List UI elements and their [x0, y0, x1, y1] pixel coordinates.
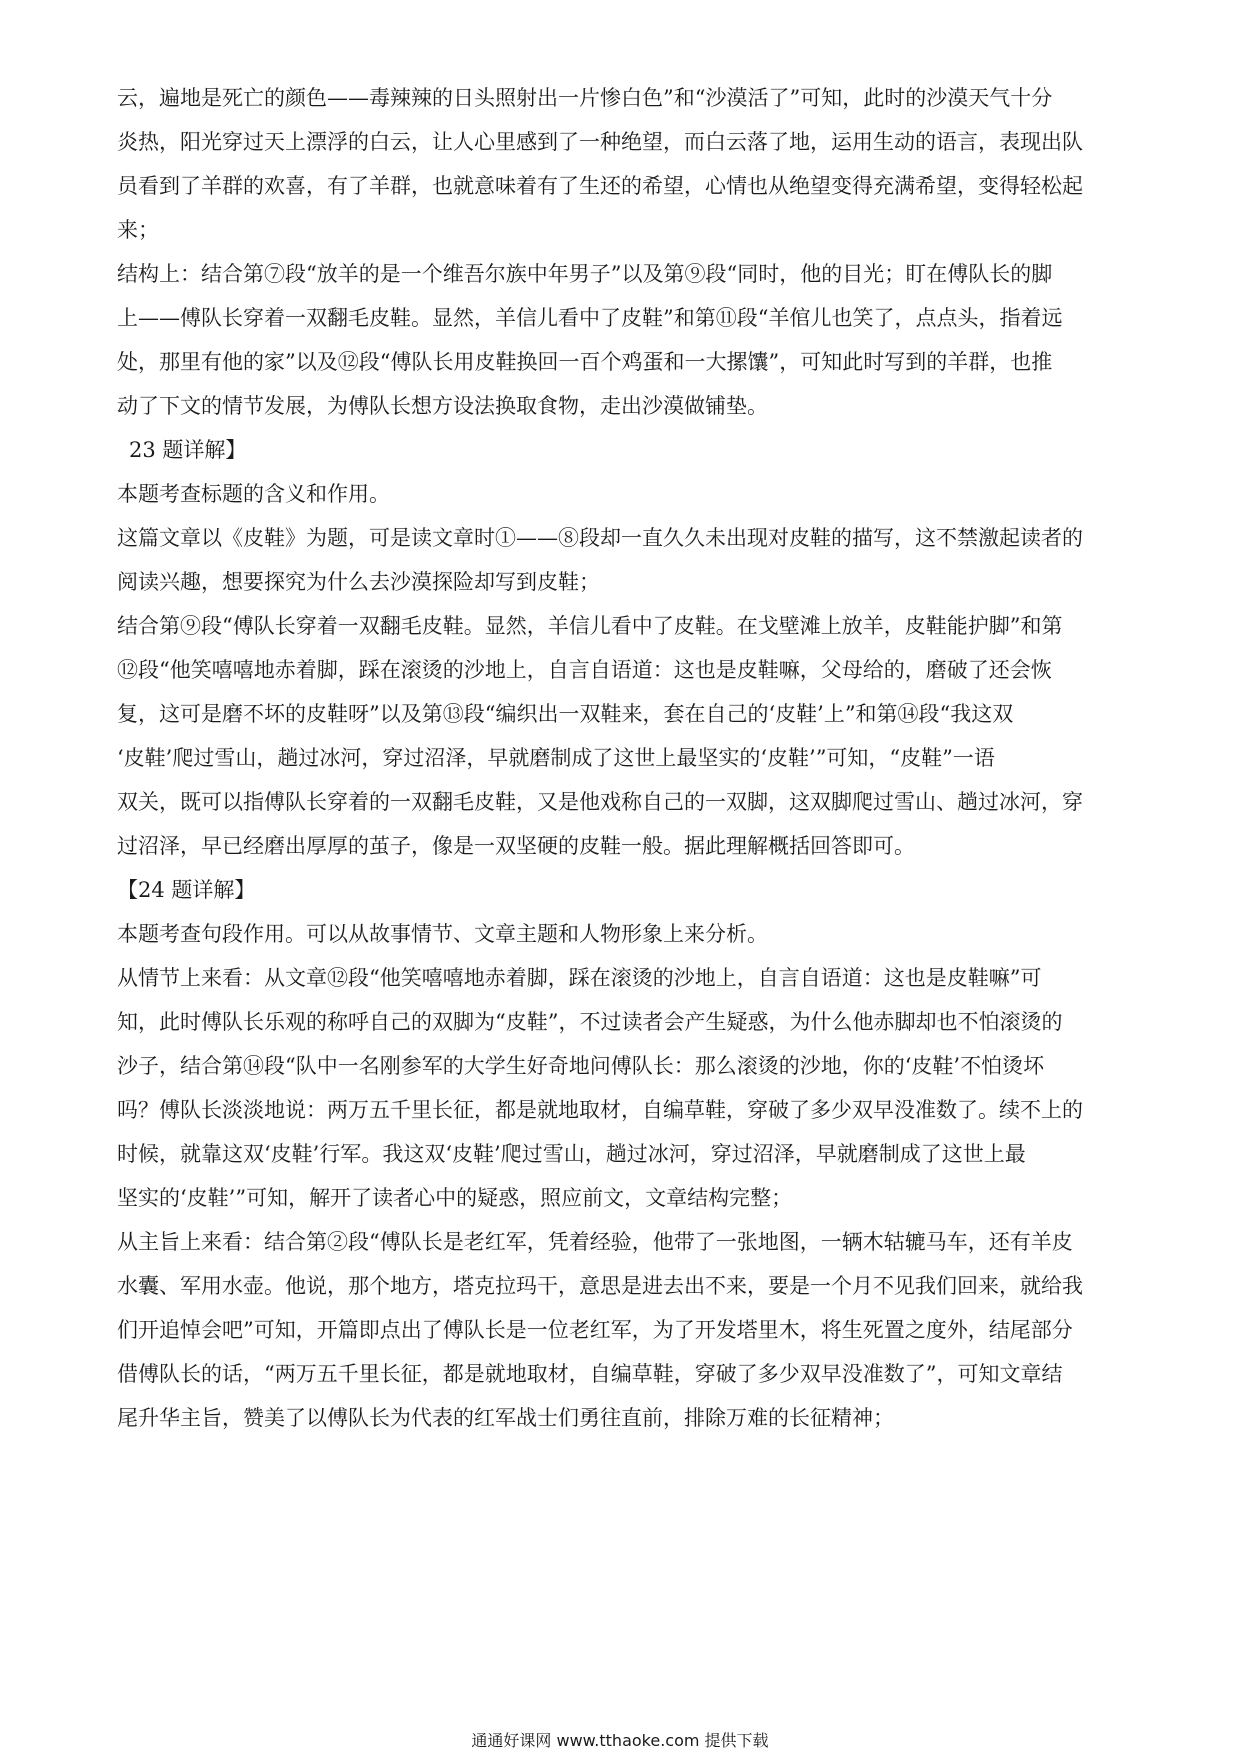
- section-heading-23: 23 题详解】: [129, 438, 247, 462]
- text-line: 云，遍地是死亡的颜色——毒辣辣的日头照射出一片惨白色”和“沙漠活了”可知，此时的沙漠天气十分: [117, 86, 1053, 110]
- text-line: 员看到了羊群的欢喜，有了羊群，也就意味着有了生还的希望，心情也从绝望变得充满希望，变得轻松起: [117, 174, 1083, 198]
- text-line: 处，那里有他的家”以及⑫段“傅队长用皮鞋换回一百个鸡蛋和一大摞馕”，可知此时写到的羊群，也推: [117, 350, 1053, 374]
- text-line: 本题考查句段作用。可以从故事情节、文章主题和人物形象上来分析。: [117, 922, 768, 946]
- section-heading-24: 【24 题详解】: [117, 878, 256, 902]
- text-line: 结构上：结合第⑦段“放羊的是一个维吾尔族中年男子”以及第⑨段“同时，他的目光；盯在傅队长的脚: [117, 262, 1053, 286]
- text-line: ‘皮鞋’爬过雪山，趟过冰河，穿过沼泽，早就磨制成了这世上最坚实的‘皮鞋’”可知，“皮鞋”一语: [117, 746, 995, 770]
- text-line: 本题考查标题的含义和作用。: [117, 482, 390, 506]
- text-line: 尾升华主旨，赞美了以傅队长为代表的红军战士们勇往直前，排除万难的长征精神；: [117, 1406, 894, 1430]
- text-line: 上——傅队长穿着一双翻毛皮鞋。显然，羊信儿看中了皮鞋”和第⑪段“羊倌儿也笑了，点点头，指着远: [117, 306, 1063, 330]
- text-line: 知，此时傅队长乐观的称呼自己的双脚为“皮鞋”，不过读者会产生疑惑，为什么他赤脚却也不怕滚烫的: [117, 1010, 1063, 1034]
- text-line: 过沼泽，早已经磨出厚厚的茧子，像是一双坚硬的皮鞋一般。据此理解概括回答即可。: [117, 834, 915, 858]
- text-line: 炎热，阳光穿过天上漂浮的白云，让人心里感到了一种绝望，而白云落了地，运用生动的语言，表现出队: [117, 130, 1083, 154]
- text-line: 双关，既可以指傅队长穿着的一双翻毛皮鞋，又是他戏称自己的一双脚，这双脚爬过雪山、趟过冰河，穿: [117, 790, 1083, 814]
- text-line: 从情节上来看：从文章⑫段“他笑嘻嘻地赤着脚，踩在滚烫的沙地上，自言自语道：这也是皮鞋嘛”可: [117, 966, 1042, 990]
- text-line: 动了下文的情节发展，为傅队长想方设法换取食物，走出沙漠做铺垫。: [117, 394, 768, 418]
- text-line: 这篇文章以《皮鞋》为题，可是读文章时①——⑧段却一直久久未出现对皮鞋的描写，这不禁激起读者的: [117, 526, 1083, 550]
- text-line: 水囊、军用水壶。他说，那个地方，塔克拉玛干，意思是进去出不来，要是一个月不见我们回来，就给我: [117, 1274, 1083, 1298]
- text-line: 们开追悼会吧”可知，开篇即点出了傅队长是一位老红军，为了开发塔里木，将生死置之度外，结尾部分: [117, 1318, 1073, 1342]
- text-line: 沙子，结合第⑭段“队中一名刚参军的大学生好奇地问傅队长：那么滚烫的沙地，你的‘皮鞋’不怕烫坏: [117, 1054, 1045, 1078]
- text-line: 时候，就靠这双‘皮鞋’行军。我这双‘皮鞋’爬过雪山，趟过冰河，穿过沼泽，早就磨制成了这世上最: [117, 1142, 1026, 1166]
- document-body: [117, 76, 1127, 1440]
- text-line: 吗？傅队长淡淡地说：两万五千里长征，都是就地取材，自编草鞋，穿破了多少双早没准数了。续不上的: [117, 1098, 1083, 1122]
- text-line: ⑫段“他笑嘻嘻地赤着脚，踩在滚烫的沙地上，自言自语道：这也是皮鞋嘛，父母给的，磨破了还会恢: [117, 658, 1052, 682]
- text-line: 坚实的‘皮鞋’”可知，解开了读者心中的疑惑，照应前文，文章结构完整；: [117, 1186, 793, 1210]
- text-line: 从主旨上来看：结合第②段“傅队长是老红军，凭着经验，他带了一张地图，一辆木轱辘马车，还有羊皮: [117, 1230, 1073, 1254]
- page-footer: 通通好课网 www.tthaoke.com 提供下载: [471, 1731, 769, 1750]
- text-line: 借傅队长的话，“两万五千里长征，都是就地取材，自编草鞋，穿破了多少双早没准数了”，可知文章结: [117, 1362, 1063, 1386]
- text-line: 复，这可是磨不坏的皮鞋呀”以及第⑬段“编织出一双鞋来，套在自己的‘皮鞋’上”和第⑭段“我这双: [117, 702, 1014, 726]
- text-line: 结合第⑨段“傅队长穿着一双翻毛皮鞋。显然，羊信儿看中了皮鞋。在戈壁滩上放羊，皮鞋能护脚”和第: [117, 614, 1063, 638]
- text-line: 来；: [117, 218, 159, 242]
- text-line: 阅读兴趣，想要探究为什么去沙漠探险却写到皮鞋；: [117, 570, 600, 594]
